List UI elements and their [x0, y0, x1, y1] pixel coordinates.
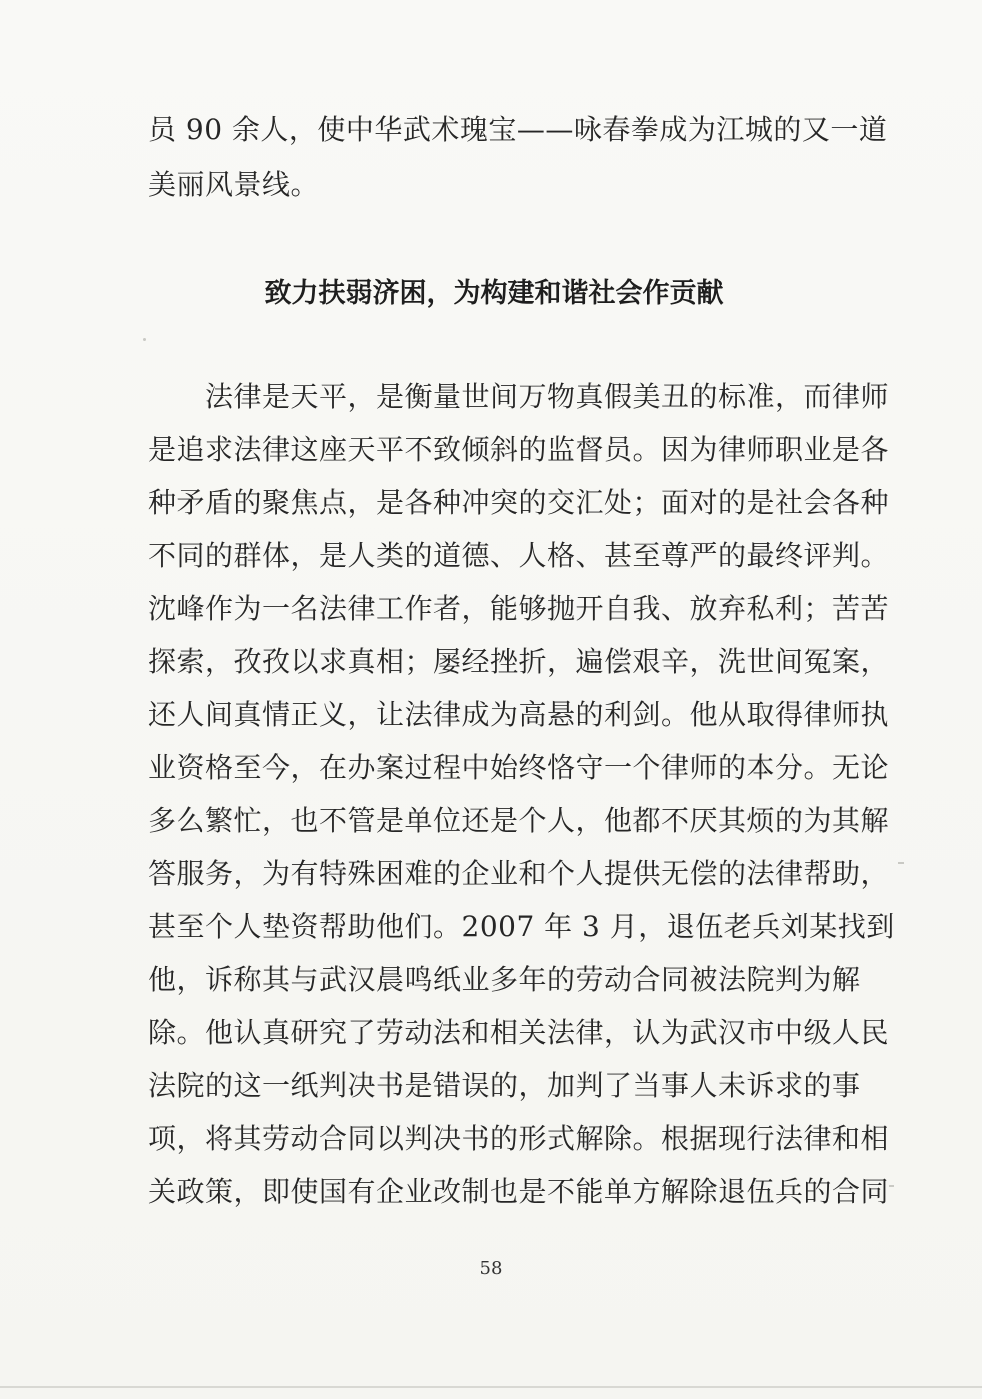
text-line: 法律是天平，是衡量世间万物真假美丑的标准，而律师	[148, 380, 890, 413]
scan-speck	[143, 338, 146, 341]
text-line: 除。他认真研究了劳动法和相关法律，认为武汉市中级人民	[148, 1016, 890, 1049]
text-line: 沈峰作为一名法律工作者，能够抛开自我、放弃私利；苦苦	[148, 592, 890, 625]
text-line: 答服务，为有特殊困难的企业和个人提供无偿的法律帮助，	[148, 857, 890, 890]
text-line: 他，诉称其与武汉晨鸣纸业多年的劳动合同被法院判为解	[148, 963, 861, 996]
text-line: 业资格至今，在办案过程中始终恪守一个律师的本分。无论	[148, 751, 890, 784]
scan-speck	[898, 862, 904, 864]
section-heading: 致力扶弱济困，为构建和谐社会作贡献	[264, 278, 724, 309]
scan-speck	[889, 1185, 894, 1187]
text-line: 法院的这一纸判决书是错误的，加判了当事人未诉求的事	[148, 1069, 861, 1102]
text-line: 员 90 余人，使中华武术瑰宝——咏春拳成为江城的又一道	[148, 113, 888, 146]
text-line: 不同的群体，是人类的道德、人格、甚至尊严的最终评判。	[148, 539, 890, 572]
text-line: 多么繁忙，也不管是单位还是个人，他都不厌其烦的为其解	[148, 804, 890, 837]
text-line: 还人间真情正义，让法律成为高悬的利剑。他从取得律师执	[148, 698, 890, 731]
scan-edge	[0, 1386, 982, 1388]
page-number: 58	[479, 1258, 503, 1279]
text-line: 甚至个人垫资帮助他们。2007 年 3 月，退伍老兵刘某找到	[148, 910, 895, 943]
text-line: 美丽风景线。	[148, 168, 320, 201]
text-line: 是追求法律这座天平不致倾斜的监督员。因为律师职业是各	[148, 433, 890, 466]
text-line: 探索，孜孜以求真相；屡经挫折，遍偿艰辛，洗世间冤案，	[148, 645, 890, 678]
text-line: 项，将其劳动合同以判决书的形式解除。根据现行法律和相	[148, 1122, 890, 1155]
text-line: 关政策，即使国有企业改制也是不能单方解除退伍兵的合同	[148, 1175, 890, 1208]
text-line: 种矛盾的聚焦点，是各种冲突的交汇处；面对的是社会各种	[148, 486, 890, 519]
